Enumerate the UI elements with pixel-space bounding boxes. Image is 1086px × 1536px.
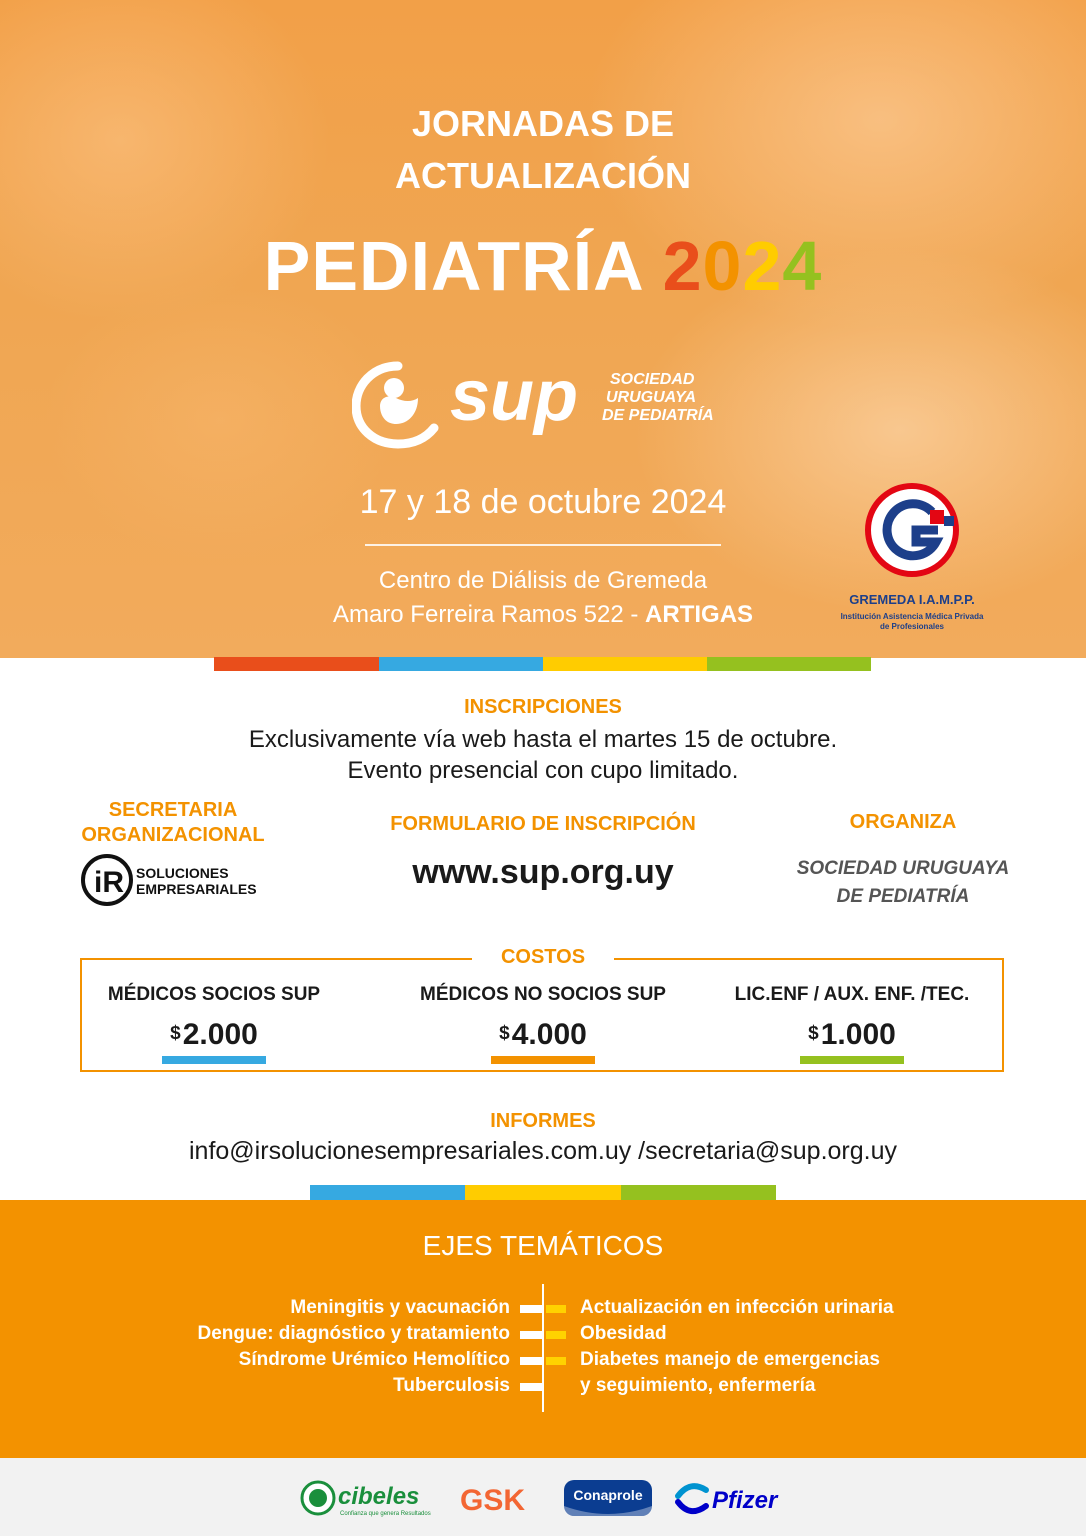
topic-right: Diabetes manejo de emergencias [580, 1349, 880, 1370]
svg-text:Conaprole: Conaprole [573, 1487, 643, 1503]
venue-line-1: Centro de Diálisis de Gremeda [378, 567, 708, 594]
registration-url-link[interactable]: www.sup.org.uy [412, 853, 674, 891]
svg-text:GREMEDA I.A.M.P.P.: GREMEDA I.A.M.P.P. [849, 592, 975, 607]
sup-logo [352, 358, 752, 450]
svg-text:de Profesionales: de Profesionales [879, 622, 945, 631]
color-bar-green [621, 1185, 776, 1200]
contact-emails[interactable]: info@irsolucionesempresariales.com.uy /secretaria@sup.org.uy [189, 1137, 897, 1165]
topic-left: Meningitis y vacunación [290, 1297, 510, 1318]
event-series-title [0, 98, 1086, 202]
gsk-logo [456, 1476, 546, 1520]
cost-price: $2.000 [170, 1018, 258, 1051]
color-bar-blue [379, 657, 543, 671]
formulario-title: FORMULARIO DE INSCRIPCIÓN [390, 813, 696, 835]
topic-right: y seguimiento, enfermería [580, 1375, 816, 1396]
topic-right: Actualización en infección urinaria [580, 1297, 894, 1318]
title-line-2: ACTUALIZACIÓN [395, 155, 691, 196]
color-bar-yellow [543, 657, 707, 671]
topic-right: Obesidad [580, 1323, 667, 1344]
year-digit: 2 [662, 227, 703, 305]
venue-line-2: Amaro Ferreira Ramos 522 - ARTIGAS [332, 601, 754, 628]
cibeles-logo [300, 1476, 440, 1520]
gremeda-logo [812, 482, 1012, 642]
cost-underline [491, 1056, 595, 1064]
svg-text:Confianza que genera Resultado: Confianza que genera Resultados [340, 1511, 431, 1517]
cost-label: MÉDICOS SOCIOS SUP [107, 984, 321, 1005]
event-year [663, 227, 823, 305]
color-bar-green [707, 657, 871, 671]
svg-text:Pfizer: Pfizer [712, 1487, 778, 1514]
organizer-name: SOCIEDAD URUGUAYA DE PEDIATRÍA [796, 858, 1010, 907]
event-title [0, 226, 1086, 306]
topics-title: EJES TEMÁTICOS [422, 1230, 664, 1261]
topic-marker [520, 1357, 542, 1365]
event-word: PEDIATRÍA [263, 227, 643, 305]
topics-divider [542, 1284, 544, 1412]
year-digit: 4 [782, 227, 823, 305]
topic-marker [546, 1305, 566, 1313]
svg-text:SOCIEDAD: SOCIEDAD [610, 371, 695, 388]
cost-price: $1.000 [808, 1018, 896, 1051]
inscripciones-line-1: Exclusivamente vía web hasta el martes 15 de octubre. [248, 726, 838, 753]
topic-left: Tuberculosis [393, 1375, 510, 1396]
cost-item [702, 983, 1002, 1064]
topic-left: Síndrome Urémico Hemolítico [238, 1349, 510, 1370]
svg-text:GSK: GSK [460, 1484, 526, 1517]
inscripciones-title: INSCRIPCIONES [464, 696, 622, 718]
topic-marker [520, 1331, 542, 1339]
svg-text:URUGUAYA: URUGUAYA [606, 389, 697, 406]
topic-marker [546, 1331, 566, 1339]
svg-text:SOLUCIONES: SOLUCIONES [136, 865, 229, 881]
cost-label: MÉDICOS NO SOCIOS SUP [420, 984, 666, 1005]
title-line-1: JORNADAS DE [411, 103, 675, 144]
year-digit: 0 [702, 227, 743, 305]
topic-marker [520, 1305, 542, 1313]
cost-label: LIC.ENF / AUX. ENF. /TEC. [734, 984, 970, 1005]
hero-banner [0, 0, 1086, 658]
color-bar-yellow [465, 1185, 621, 1200]
informes-title: INFORMES [490, 1110, 596, 1132]
pfizer-logo [672, 1476, 788, 1520]
venue-city: ARTIGAS [645, 601, 754, 628]
costs-title: COSTOS [472, 946, 614, 969]
svg-text:sup: sup [450, 358, 579, 436]
year-digit: 2 [742, 227, 783, 305]
cost-item [64, 983, 364, 1064]
color-bar-red [214, 657, 379, 671]
organiza-title: ORGANIZA [849, 811, 957, 833]
cost-item [393, 983, 693, 1064]
ir-soluciones-logo [80, 852, 280, 908]
topic-marker [520, 1383, 542, 1391]
svg-text:iR: iR [94, 866, 124, 899]
cost-price: $4.000 [499, 1018, 587, 1051]
divider [365, 544, 721, 546]
svg-text:EMPRESARIALES: EMPRESARIALES [136, 881, 257, 897]
inscripciones-line-2: Evento presencial con cupo limitado. [347, 757, 739, 784]
svg-text:Institución Asistencia Médica: Institución Asistencia Médica Privada [840, 612, 984, 621]
color-bar-blue [310, 1185, 465, 1200]
topic-marker [546, 1357, 566, 1365]
event-date: 17 y 18 de octubre 2024 [359, 483, 727, 521]
cost-underline [162, 1056, 266, 1064]
svg-text:cibeles: cibeles [338, 1483, 420, 1510]
conaprole-logo [562, 1476, 654, 1520]
secretaria-title: SECRETARIA ORGANIZACIONAL [81, 799, 265, 846]
topic-left: Dengue: diagnóstico y tratamiento [197, 1323, 510, 1344]
svg-text:DE PEDIATRÍA: DE PEDIATRÍA [602, 407, 714, 424]
cost-underline [800, 1056, 904, 1064]
